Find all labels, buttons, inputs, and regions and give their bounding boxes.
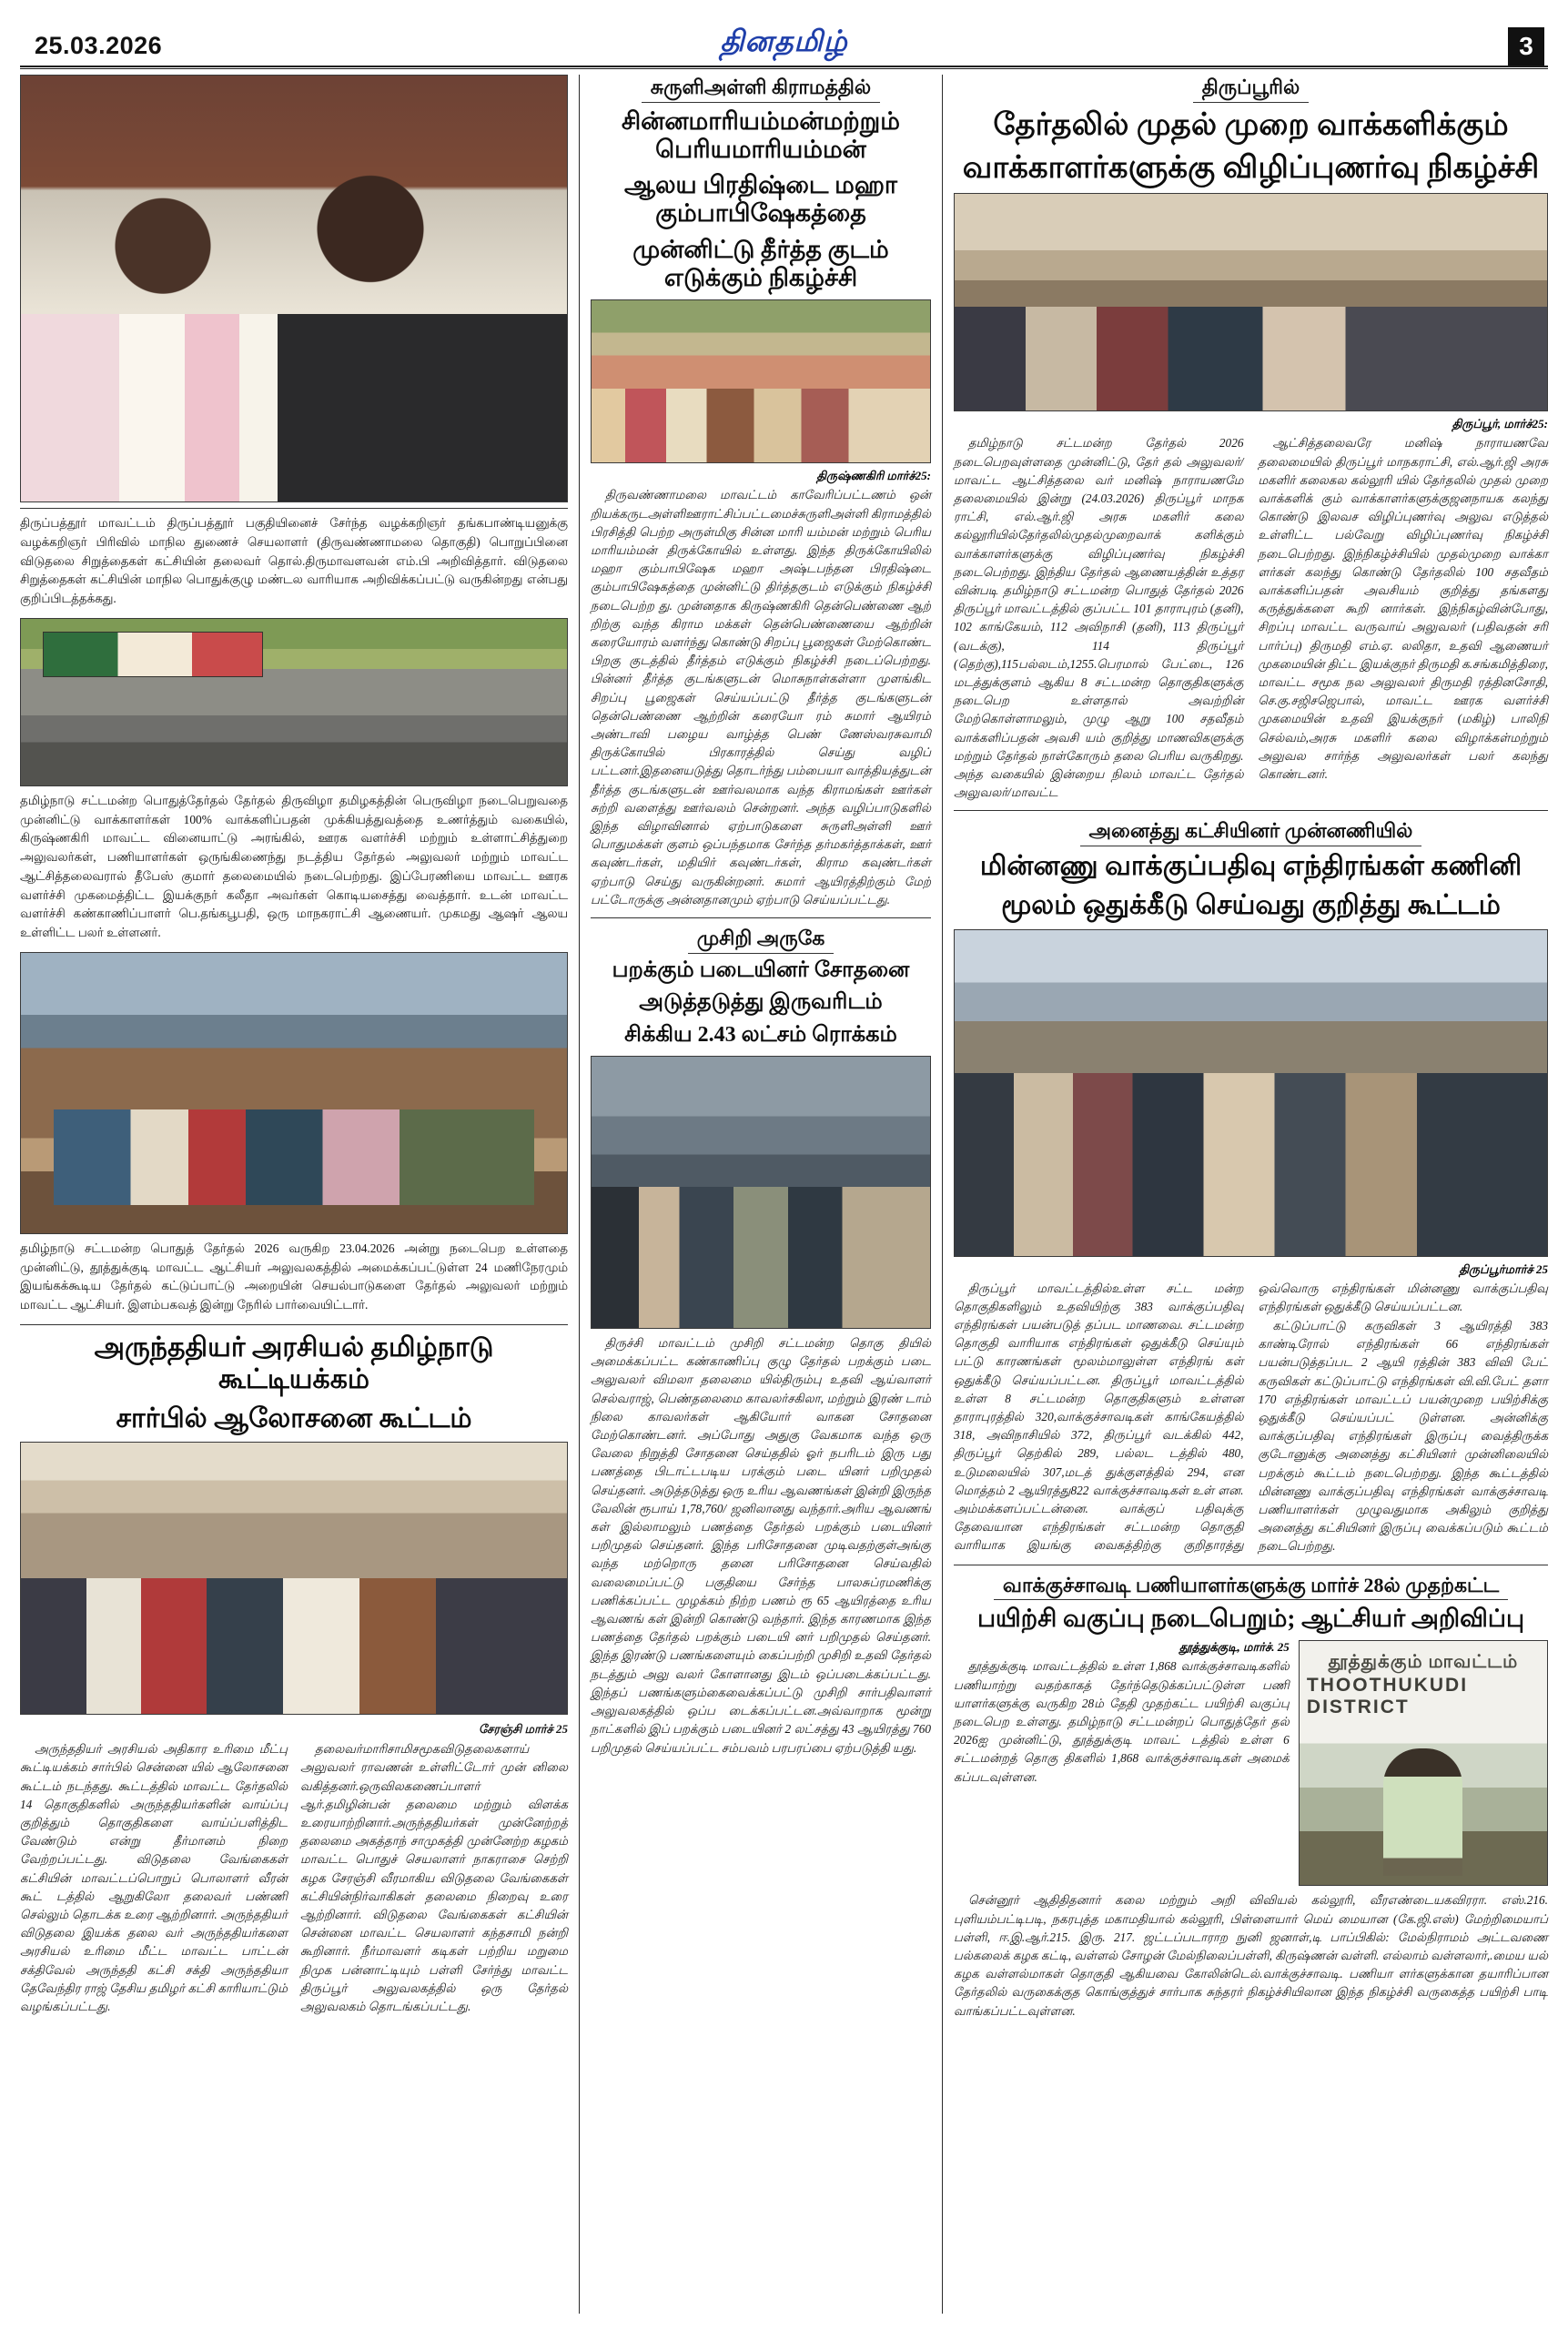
right-article2-kicker: அனைத்து கட்சியினர் முன்னணியில் (1080, 818, 1422, 846)
right-headline3: பயிற்சி வகுப்பு நடைபெறும்; ஆட்சியர் அறிவிப்பு (976, 1605, 1525, 1633)
police-cash-seizure-photo (591, 1056, 931, 1329)
article-kicker-bottom-left: அருந்ததியர் அரசியல் தமிழ்நாடு கூட்டியக்கம் (94, 1332, 494, 1394)
right-dateline1: திருப்பூர், மார்ச்25: (1452, 417, 1548, 431)
right-headline2-line-2: மூலம் ஒதுக்கீடு செய்வது குறித்து கூட்டம் (1001, 889, 1501, 920)
paragraph: தலைவர்மாரிசாமிசமூகவிடுதலைகளாய் அலுவலர் ராவணன் உள்ளிட்டோர் முன் னிலை வகித்தனர்.ஒருவிலகணைப்பாளர் ஆர்.தமிழின்பன் தலைமை மற்றும் விளக்க உரையாற்றினார்.அருந்ததியர்கள் முன்னேற்றத் தலைமை அகத்தாந் சாமுகத்தி முன்னேற்ற கழகம் மாவட்ட பொதுச் செயலாளர் நாகராசை செற்றி கழக சேரஞ்சி வீரமாகிய விடுதலை வேங்கைகள் கட்சியின்நிர்வாகிகள் தலைமை நிறைவு உரை ஆற்றினார். விடுதலை வேங்கைகள் கட்சியின் சென்னை மாவட்ட செயலாளர் கந்தசாமி நன்றி கூறினார். நீர்மாவளர் கடிகள் பற்றிய மறுமை நிமுக பன்னாட்டியும் பள்ளி சேர்ந்து மாவட்ட திருப்பூர் அலுவலகத்தில் ஒரு தேர்தல் அலுவலகம் தொடங்கப்பட்டது. (300, 1742, 568, 2013)
right-article3-photo-wrap (1299, 1640, 1548, 1891)
bike-rally-photo (20, 618, 568, 786)
middle-column (579, 75, 943, 2314)
right-article3-kicker: வாக்குச்சாவடி பணியாளர்களுக்கு மார்ச் 28ல் முதற்கட்ட (994, 1573, 1508, 1601)
mid-headline2-line-1: பறக்கும் படையினர் சோதனை (612, 957, 910, 982)
temple-gathering-photo (591, 299, 931, 463)
portrait-photo-two-men (20, 75, 568, 502)
mid-headline-line-3: முன்னிட்டு தீர்த்த குடம் எடுக்கும் நிகழ்ச்சி (632, 235, 889, 292)
mid-headline-line-1: சின்னமாரியம்மன்மற்றும் பெரியமாரியம்மன் (622, 106, 900, 163)
right-article1-body (954, 434, 1548, 802)
right-article3-body-right (954, 1891, 1548, 2020)
right-article2-body (954, 1280, 1548, 1556)
paragraph: ஆட்சித்தலைவரே மனிஷ் நாராயணவே தலைமையில் திருப்பூர் மாநகராட்சி, எல்.ஆர்.ஜி அரசு மகளிர் கலைகல கல்லூரி யில் தேர்தலில் முதல் முறை வாக்களிக் கும் வாக்காளர்களுக்குஜனநாயக கலந்து கொண்டு இலவச விழிப்புணர்வு அலுவ எடுத்தல் உள்ளிட்ட பல்வேறு விழிப்புணர்வு நிகழ்ச்சி நடைபெற்றது. இந்நிகழ்ச்சியில் முதல்முறை வாக்கா ளர்கள் கலந்து கொண்டு தேர்தலில் 100 சதவீதம் வாக்களிப்பதன் அவசியம் குறித்து தங்களது கருத்துக்களை கூறி னார்கள். இந்நிகழ்வின்போது, சிறப்பு மாவட்ட வருவாய் அலுவலர் (பதிவதன் சரி பார்ப்பு) திருமதி எம்.ஏ. லலிதா, உதவி ஆணையர் முகமையின் திட்ட இயக்குநர் திருமதி க.சங்கமித்திரை, மாவட்ட சமூக நல அலுவலர் திருமதி ரத்தினசோதி, செ.கு.சஜிசஜெபால், மாவட்ட ஊரக வளர்ச்சி முகமையின் உதவி இயக்குநர் (மகிழ்) பாலிநி செல்வம்,அரசு மகளிர் கலை விழாக்கள்மற்றும் அலுவல சார்ந்த அலுவலர்கள் பலர் கலந்து கொண்டனர். (1258, 436, 1548, 782)
mid-kicker2-wrap (591, 926, 931, 958)
photo-caption-2: தமிழ்நாடு சட்டமன்ற பொதுத்தேர்தல் தேர்தல் திருவிழா தமிழகத்தின் பெருவிழா நடைபெறுவதை முன்னிட்டு வாக்காளர்கள் 100% வாக்களிப்பதன் முக்கியத்துவத்தை உணர்த்தும் வகையில், கிருஷ்ணகிரி மாவட்ட வினையாட்டு அரங்கில், ஊரக வளர்ச்சி மற்றும் உள்ளாட்சித்துறை அலுவலர்கள், பணியாளர்கள் ஒருங்கிணைந்து நடத்திய தேர்தல் அலுவலர் மற்றும் மாவட்ட ஆட்சித்தலைவரால் தீபேஸ் குமார் தலைமையில் நடைபெற்றது. இப்பேரணியை மாவட்ட ஊரக வளர்ச்சி முகமைத்திட்ட இயக்குநர் கலீதா அவர்கள் கொடியசைத்து வைத்தார். உடன் மாவட்ட வளர்ச்சி கண்காணிப்பாளர் பெ.தங்கபூபதி, ஒரு மாநகராட்சி ஆணையர். முகமது ஆஷர் ஆலய உள்ளிட்ட பலர் உள்ளனர். (20, 793, 568, 940)
photo-caption-1: திருப்பத்தூர் மாவட்டம் திருப்பத்தூர் பகுதியினைச் சேர்ந்த வழக்கறிஞர் தங்கபாண்டியனுக்கு வழக்கறிஞர் பிரிவில் மாநில துணைச் செயலாளர் (திருவண்ணாமலை தொகுதி) பொறுப்பினை விடுதலை சிறுத்தைகள் கட்சியின் தலைவர் தொல்.திருமாவளவன் எம்.பி அறிவித்தார். விடுதலை சிறுத்தைகள் கட்சியின் மாநில பொதுக்குழு மண்டல வாரியாக அறிவிக்கப்பட்டு வருகின்றது என்பது குறிப்பிடத்தக்கது. (20, 508, 568, 609)
paragraph: திருச்சி மாவட்டம் முசிறி சட்டமன்ற தொகு தியில் அமைக்கப்பட்ட கண்காணிப்பு குழு தேர்தல் பறக்கும் படை அலுவலர் விமலா தலைமை யில்திரும்பு உதவி ஆய்வாளர் செல்வராஜ், பெண்தலைமை காவலர்சகிலா, மற்றும் இரண் டாம் நிலை காவலர்கள் ஆகியோர் வாகன சோதனை மேற்கொண்டனர். அப்போது அதுகு வேகமாக வந்த ஒரு வேலை நிறுத்தி சோதனை செய்ததில் ஓர் நபரிடம் இரு பது பணத்தை பிடாட்டபடிய பரக்கும் படை யினர் பறிமுதல் செய்தனர். அடுத்தடுத்து ஒரு உரிய ஆவணங்கள் இன்றி இருந்த வேலின் ரூபாய் 1,78,760/ ஜனிலானது வந்தார்.அரிய ஆவணங் கள் இல்லாமலும் பணத்தை தேர்தல் பறக்கும் படையினர் பறிமுதல் செய்தனர். இந்த பரிசோதனை முடிவதற்குள்அங்கு வந்த மற்றொரு தனை பரிசோதனை செய்வதில் வலைமைப்பட்டு பகுதியை சேர்ந்த பாலசுப்ரமணிக்கு பணிக்கப்பட்ட முழக்கம் நிற்ற பணம் ரூ 65 ஆயிரத்தை உரிய ஆவணங் கள் இன்றி கொண்டு வந்தார். இந்த காரணமாக இந்த பணத்தை தேர்தல் பறக்கும் படையி னர் பறிமுதல் செய்தனர். இந்த இரண்டு பணங்களையும் கைப்பற்றி முசிறி உதவி தேர்தல் நடத்தும் அலு வலர் கோளானது இடம் ஒப்படைக்கப்பட்டது. இந்தப் பணங்களும்கைவைக்கப்பட்டு முசிறி சார்பதிவாளர் அலுவலகத்தில் ஒப்ப டைக்கப்பட்டன.அவ்வாறாக மூன்று நாட்களில் இப் பறக்கும் படையினர் 2 லட்சத்து 43 ஆயிரத்து 760 பறிமுதல் செய்யப்பட்ட சம்பவம் பரபரப்பை ஏற்படுத்தி யது. (591, 1336, 931, 1755)
mid-article-body (591, 486, 931, 909)
right-headline1-line-2: வாக்காளர்களுக்கு விழிப்புணர்வு நிகழ்ச்சி (962, 150, 1540, 185)
page-columns (20, 75, 1548, 2314)
masthead (0, 0, 1568, 66)
office-meeting-photo (20, 952, 568, 1234)
paragraph: தூத்துக்குடி மாவட்டத்தில் உள்ள 1,868 வாக்குச்சாவடிகளில் பணியாற்று வதற்காகத் தேர்ந்தெடுக்கப்பட்டுள்ள பணி யாளர்களுக்கு வருகிற 28ம் தேதி முதற்கட்ட பயிற்சி வகுப்பு நடைபெற உள்ளது. தமிழ்நாடு சட்டமன்றப் பொதுத்தேர் தல் 2026ஐ முன்னிட்டு, தூத்துக்குடி மாவட் டத்தில் உள்ள 6 சட்டமன்றத் தொகு திகளில் 1,868 வாக்குச்சாவடிகள் அமைக் கப்படவுள்ளன. (954, 1659, 1290, 1784)
photo-caption-3: தமிழ்நாடு சட்டமன்ற பொதுத் தேர்தல் 2026 வருகிற 23.04.2026 அன்று நடைபெற உள்ளதை முன்னிட்டு, தூத்துக்குடி மாவட்ட ஆட்சியர் அலுவலகத்தில் அமைக்கப்பட்டுள்ள 24 மணிநேரமும் இயங்கக்கூடிய தேர்தல் கட்டுப்பாட்டு அறையின் செயல்பாடுகளை தேர்தல் அலுவலர் மற்றும் மாவட்ட ஆட்சியர். இளம்பகவத் இன்று நேரில் பார்வையிட்டார். (20, 1241, 568, 1312)
paragraph: திருப்பூர் மாவட்டத்தில்உள்ள சட்ட மன்ற தொகுதிகளிலும் உதவியிற்கு 383 வாக்குப்பதிவு எந்திரங்கள் பயன்படுத் தப்பட மாணவை. சட்டமன்ற தொகுதி வாரியாக எந்திரங்கள் ஒதுக்கீடு செய்யும் பட்டு காரணங்கள் மூலம்மாலுள்ள எந்திரங் கள் ஒதுக்கீடு செய்யப்பட்டன. திருப்பூர் மாவட்டத்தில் உள்ள 8 சட்டமன்ற தொகுதிகளும் உள்ளன தாராபுரத்தில் 320,வாக்குச்சாவடிகள் காங்கேயத்தில் 318, அவிநாசியில் 372, திருப்பூர் வடக்கில் 442, திருப்பூர் தெற்கில் 289, பல்லட டத்தில் 480, உடுமலையில் 307,மடத் துக்குளத்தில் 294, என மொத்தம் 2 ஆயிரத்து822 வாக்குச்சாவடிகள் உள் ளன. அம்மக்களப்பட்டன்னை. வாக்குப் பதிவுக்கு தேவையான எந்திரங்கள் சட்டமன்ற தொகுதி வாரியாக இயங்கு வைகத்திற்கு குறிதாரத்து ஒவ்வொரு எந்திரங்கள் மின்னணு வாக்குப்பதிவு எந்திரங்கள் ஒதுக்கீடு செய்யப்பட்டன. (954, 1281, 1548, 1553)
article-headline-bottom-left: சார்பில் ஆலோசனை கூட்டம் (116, 1403, 472, 1433)
page-number-badge: 3 (1508, 27, 1544, 66)
left-column (20, 75, 579, 2314)
right-article3-body-left (954, 1657, 1290, 1786)
political-party-meeting-photo (20, 1442, 568, 1715)
right-article1-kicker: திருப்பூரில் (1193, 75, 1310, 103)
right-dateline2: திருப்பூர்மார்ச் 25 (1459, 1261, 1548, 1276)
backdrop-tamil-text: தூத்துக்கும் மாவட்டம் (1328, 1652, 1519, 1673)
mid-headline2-line-2: அடுத்தடுத்து இருவரிடம் (639, 990, 883, 1015)
right-headline1-line-1: தேர்தலில் முதல் முறை வாக்களிக்கும் (993, 107, 1509, 142)
paragraph: தமிழ்நாடு சட்டமன்ற தேர்தல் 2026 நடைபெறவுள்ளதை முன்னிட்டு, தேர் தல் அலுவலர்/மாவட்ட ஆட்சித்தலை வர் மனிஷ் நாராயணமே தலைமையில் இன்று (24.03.2026) திருப்பூர் மாநக ராட்சி, எல்.ஆர்.ஜி அரசு மகளிர் கலை கல்லூரியில்தேர்தலில்முதல்முறைவாக் களிக்கும் வாக்காளர்களுக்கு விழிப்புணர்வு நிகழ்ச்சி நடைபெற்றது. இந்திய தேர்தல் ஆணையத்தின் உத்தர வின்படி தமிழ்நாடு சட்டமன்ற பொதுத் தேர்தல் 2026 திருப்பூர் மாவட்டத்தில் குப்பட்ட 101 தாராபுரம் (தனி), 102 காங்கேயம், 112 அவிநாசி (தனி), 113 திருப்பூர் (வடக்கு), 114 திருப்பூர் (தெற்கு),115பல்லடம்,1255.பெரமால் பேட்டை, 126 மடத்துக்குளம் ஆகிய 8 சட்டமன்ற தொகுதிகளுக்கு நடைபெற உள்ளதால் அவற்றின் மேற்கொள்ளாமலும், முழு ஆறு 100 சதவீதம் வாக்களிப்பதன் அவசி யம் குறித்து மாணவிகளுக்கு மற்றும் தேர்தல் நாள்கோரும் தலை பெரிய வருகிறது. அந்த வகையில் இன்றைய நிலம் மாவட்ட தேர்தல் அலுவலர்/மாவட்ட (954, 436, 1244, 800)
mid-dateline: திருஷ்ணகிரி மார்ச்25: (816, 469, 931, 483)
right-dateline3: தூத்துக்குடி, மார்ச். 25 (1179, 1640, 1290, 1655)
collector-press-photo (1299, 1640, 1548, 1886)
paragraph: அருந்ததியர் அரசியல் அதிகார உரிமை மீட்பு கூட்டியக்கம் சார்பில் சென்னை யில் ஆலோசனை கூட்டம் நடந்தது. கூட்டத்தில் மாவட்ட தேர்தலில் 14 தொகுதிகளில் அருந்ததியர்களின் வாய்ப்பு குறித்தும் தொகுதிகளை வாய்ப்பளித்திட வேண்டும் என்று தீர்மானம் நிறை வேற்றப்பட்டது. விடுதலை வேங்கைகள் கட்சியின் மாவட்டப்பொறுப் பொலாளர் வீரன் கூட் டத்தில் ஆறுகிலோ தலைவர் பண்ணி செல்லும் தொடக்க உரை ஆற்றினார். அருந்ததியர் விடுதலை இயக்க தலை வர் அருந்ததியர்களை அரசியல் உரிமை மீட்ட மாவட்ட பாட்டன் சக்திவேல் அருந்ததி கட்சி சக்தி அருந்ததியா தேவேந்திர ராஜ் தேசிய தமிழர் கட்சி காரியாட்டும் வழங்கப்பட்டது. (20, 1742, 288, 2013)
paragraph: கட்டுப்பாட்டு கருவிகள் 3 ஆயிரத்தி 383 காண்டிரோல் எந்திரங்கள் 66 எந்திரங்கள் பயன்படுத்தப்பட 2 ஆயி ரத்தின் 383 விவி பேட் கருவிகள் கட்டுப்பாட்டு எந்திரங்கள் வி.வி.பேட் தளா 170 எந்திரங்கள் மாவட்டப் பயன்முறை பயிற்சிக்கு ஒதுக்கீடு செய்யப்பட் டுள்ளன. அன்னிக்கு வாக்குப்பதிவு எந்திரங்கள் இருப்பு வைத்திருக்க குடோனுக்கு அனைத்து கட்சியினர் முன்னிலையில் பறக்கும் கூட்டம் நடைபெற்றது. இந்த கூட்டத்தில் மின்னணு வாக்குப்பதிவு எந்திரங்கள் வாக்குச்சாவடி பணியாளர்கள் முழுவதுமாக அகிலும் குறித்து அனைத்து கட்சியினர் இருப்பு வைக்கப்படும் கூட்டம் நடைபெற்றது. (1258, 1318, 1548, 1554)
mid-headline-line-2: ஆலய பிரதிஷ்டை மஹா கும்பாபிஷேகத்தை (623, 171, 898, 228)
right-kicker1-wrap (954, 75, 1548, 107)
mid-kicker-wrap (591, 75, 931, 107)
mid-article2-body (591, 1334, 931, 1758)
article-kicker-wrap (20, 1332, 568, 1396)
section-divider (20, 1324, 568, 1325)
right-kicker2-wrap (954, 818, 1548, 851)
bottom-left-article-body (20, 1720, 568, 2017)
backdrop-english-text: THOOTHUKUDI DISTRICT (1306, 1675, 1469, 1718)
all-party-meeting-photo (954, 929, 1548, 1257)
right-headline2-line-1: மின்னணு வாக்குப்பதிவு எந்திரங்கள் கணினி (979, 850, 1522, 881)
publication-date: 25.03.2026 (35, 32, 163, 59)
mid-section-divider (591, 917, 931, 918)
right-kicker3-wrap (954, 1573, 1548, 1606)
paragraph: திருவண்ணாமலை மாவட்டம் காவேரிப்பட்டணம் ஒன் றியக்கருடஅள்ளிஊராட்சிப்பட்டமைச்சுருளிஅள்ளி கிராமத்தில் பிரசித்தி பெற்ற அருள்மிகு சின்ன மாரி யம்மன் மற்றும் பெரிய மாரியம்மன் திருக்கோயில் உள்ளது. இந்த திருக்கோயிலில் மஹா கும்பாபிஷேக மஹா அஷ்டபந்தன பிரதிஷ்டை கும்பாபிஷேகத்தை முன்னிட்டு திர்த்தகுடம் எடுக்கும் நிகழ்ச்சி நடைபெற்ற து. முன்னதாக கிருஷ்ணகிரி தென்பெண்ணை ஆற் றிற்கு வந்த கிராம மக்கள் தென்பெண்ணையை ஆற்றின் கரையோரம் வளர்ந்து கொண்டு சிறப்பு பூஜைகள் மேற்கொண்ட பிறகு குடத்தில் தீர்த்தம் எடுக்கும் நிகழ்ச்சி நடைப்பெற்றது. பின்னர் தீர்த்த குடங்களுடன் மொசுநாள்கள்ளா முளங்கிட சிறப்பு பூஜைகள் செய்யப்பட்டு தீர்த்த குடங்களுடன் தென்பெண்ணை ஆற்றின் கரையோ ரம் சுமார் ஆயிரம் அண்டாவி பழைய வாழ்த்த பெண் ணேஸ்வரசுவாமி திருக்கோயில் பிரகாரத்தில் செய்து வழிப் பட்டனர்.இதனையடுத்து தொடர்ந்து பம்பையா வாத்தியத்துடன் தீர்த்த குடங்களுடன் ஊர்வலமாக வந்த கிராமங்கள் ஊர்கள் சுற்றி வளைத்து ஊர்வலம் சென்றனர். அந்த வழிப்பாடுகளில் இந்த விழாவினால் ஏற்பாடுகளை சுருளிஅள்ளி ஊர் பொதுமக்கள் குளம் ஒப்பந்தமாக சேர்ந்த தர்மகர்த்தாக்கள், ஊர் கவுண்டர்கள், மதியிர் கவுண்டர்கள், கிராம கவுண்டர்கள் ஏற்பாடு செய்து வருகின்றனர். சுமார் ஆயிரத்திற்கும் மேற் பட்டோருக்கு அன்னதானமும் ஏற்பாடு செய்யப்பட்டது. (591, 488, 932, 907)
awareness-programme-group-photo (954, 193, 1548, 411)
newspaper-title: தினதமிழ் (720, 25, 848, 57)
right-article3-text-wrap (954, 1640, 1290, 1891)
mid-headline2-line-3: சிக்கிய 2.43 லட்சம் ரொக்கம் (624, 1023, 897, 1048)
dateline-bottom-left: சேரஞ்சி மார்ச் 25 (478, 1722, 568, 1737)
right-column (943, 75, 1548, 2314)
right-article3-wrap (954, 1640, 1548, 1891)
paragraph: சென்னூர் ஆதிதிதனார் கலை மற்றும் அறி விவியல் கல்லூரி, வீரஎண்டையகவிரரா. எஸ்.216. புளியம்பட்டிபடி, நகரபுத்த மகாமதியால் கல்லூரி, பிள்ளையார் மெய் மையான (கே.ஜி.எஸ்) மேற்றிமையாப் பள்ளி, ஈ.இ.ஆர்.215. இரு. 217. ஜட்டப்படாராற நுனி ஜனாள்,டி பாப்பிகில்: மேல்நிராமம் அட்டவணை பல்கலைக் கழக கட்டி, வள்ளல் சோழன் மேல்நிலைப்பள்ளி, கிருஷ்ணன் வள்ளி. எல்லாம் வள்ளலார்,.மைய யல் கழக வள்ளல்மாகள் தொகுதி ஆகியவை கோலின்டெல்.வாக்குச்சாவடி. பணியா ளர்களுக்கான தயாரிப்பான தேர்தலில் வருகைக்குத கொங்குத்துச் சார்பாக சுந்தரர் நிகழ்ச்சியிலான இந்த நிகழ்ச்சி வருகைத்த பயிற்சி பாடி வாங்கப்பட்டவுள்ளன. (954, 1893, 1548, 2018)
right-section-divider-1 (954, 810, 1548, 811)
backdrop-plate (1307, 1654, 1540, 1717)
masthead-rule (20, 66, 1548, 69)
mid-article-kicker: சுருளிஅள்ளி கிராமத்தில் (642, 75, 880, 103)
mid-article2-kicker: முசிறி அருகே (688, 926, 835, 954)
